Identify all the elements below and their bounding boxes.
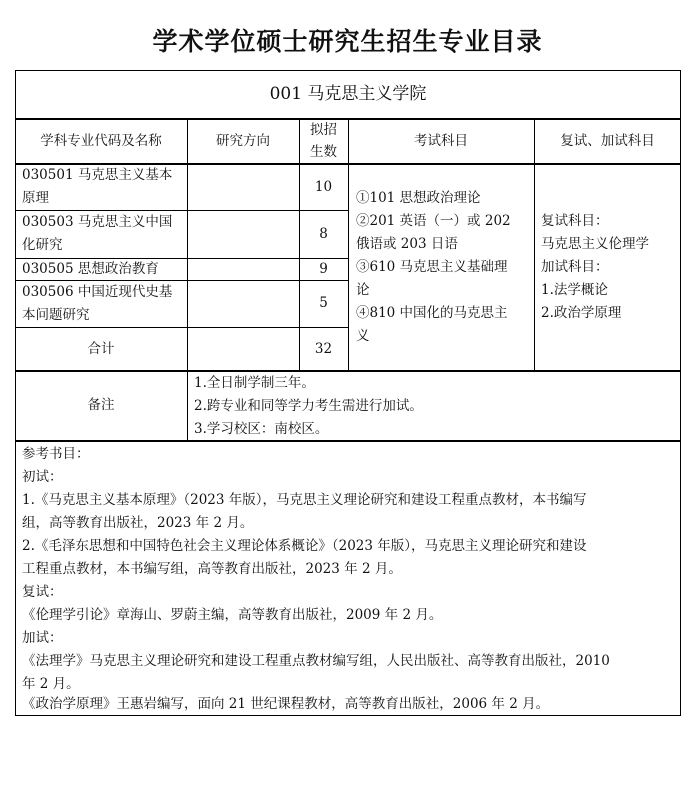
exam-subject-line: ①101 思想政治理论 bbox=[356, 190, 481, 206]
major-name-line: 化研究 bbox=[22, 237, 63, 253]
major-name-line: 030505 思想政治教育 bbox=[22, 261, 159, 277]
header-major: 学科专业代码及名称 bbox=[40, 133, 162, 149]
rule-remarks-bottom bbox=[15, 440, 681, 442]
exam-subject-line: ②201 英语（一）或 202 bbox=[356, 213, 511, 229]
header-quota-line2: 生数 bbox=[310, 144, 337, 160]
reference-line: 工程重点教材，本书编写组，高等教育出版社，2023 年 2 月。 bbox=[22, 561, 402, 577]
retest-subject-line: 2.政治学原理 bbox=[541, 305, 622, 321]
reference-line: 组，高等教育出版社，2023 年 2 月。 bbox=[22, 515, 254, 531]
retest-subject-line: 马克思主义伦理学 bbox=[541, 236, 649, 252]
reference-line: 1.《马克思主义基本原理》（2023 年版），马克思主义理论研究和建设工程重点教材，本书编写 bbox=[22, 492, 587, 508]
college-name: 001 马克思主义学院 bbox=[269, 84, 427, 104]
exam-subject-line: 俄语或 203 日语 bbox=[356, 236, 458, 252]
reference-line: 复试： bbox=[22, 584, 63, 600]
major-name-line: 030503 马克思主义中国 bbox=[22, 214, 173, 230]
total-quota: 32 bbox=[314, 341, 333, 357]
major-name-line: 本问题研究 bbox=[22, 307, 90, 323]
major-quota: 8 bbox=[319, 226, 328, 242]
exam-subject-line: ③610 马克思主义基础理 bbox=[356, 259, 508, 275]
header-direction: 研究方向 bbox=[216, 133, 270, 149]
major-quota: 5 bbox=[319, 295, 328, 311]
retest-subject-line: 加试科目： bbox=[541, 259, 609, 275]
reference-line: 《法理学》马克思主义理论研究和建设工程重点教材编写组，人民出版社、高等教育出版社，2010 bbox=[22, 653, 610, 669]
remark-item: 3.学习校区：南校区。 bbox=[194, 421, 329, 437]
rule-col4 bbox=[534, 118, 535, 370]
remarks-label: 备注 bbox=[87, 397, 115, 413]
reference-line: 《伦理学引论》章海山、罗蔚主编，高等教育出版社，2009 年 2 月。 bbox=[22, 607, 443, 623]
rule-col3 bbox=[348, 118, 349, 370]
total-label: 合计 bbox=[87, 341, 115, 357]
reference-line: 《政治学原理》王惠岩编写，面向 21 世纪课程教材，高等教育出版社，2006 年 2 月。 bbox=[22, 696, 550, 712]
retest-subject-line: 1.法学概论 bbox=[541, 282, 608, 298]
reference-line: 参考书目： bbox=[22, 446, 90, 462]
major-name-line: 030501 马克思主义基本 bbox=[22, 167, 173, 183]
major-quota: 9 bbox=[319, 261, 328, 277]
exam-subject-line: 义 bbox=[356, 328, 370, 344]
major-name-line: 030506 中国近现代史基 bbox=[22, 284, 173, 300]
exam-subject-line: ④810 中国化的马克思主 bbox=[356, 305, 508, 321]
reference-line: 年 2 月。 bbox=[22, 676, 80, 692]
retest-subject-line: 复试科目： bbox=[541, 213, 609, 229]
page-title: 学术学位硕士研究生招生专业目录 bbox=[152, 27, 543, 56]
remark-item: 2.跨专业和同等学力考生需进行加试。 bbox=[194, 398, 423, 414]
reference-line: 初试： bbox=[22, 469, 63, 485]
remark-item: 1.全日制学制三年。 bbox=[194, 375, 315, 391]
reference-line: 加试： bbox=[22, 630, 63, 646]
reference-line: 2.《毛泽东思想和中国特色社会主义理论体系概论》（2023 年版），马克思主义理论研究和建设 bbox=[22, 538, 587, 554]
rule-col1 bbox=[187, 118, 188, 441]
header-retest: 复试、加试科目 bbox=[560, 133, 655, 149]
header-quota-line1: 拟招 bbox=[310, 122, 337, 138]
exam-subject-line: 论 bbox=[356, 282, 370, 298]
rule-body-bottom bbox=[15, 370, 681, 372]
header-exam: 考试科目 bbox=[414, 133, 468, 149]
major-name-line: 原理 bbox=[22, 190, 49, 206]
major-quota: 10 bbox=[314, 179, 333, 195]
